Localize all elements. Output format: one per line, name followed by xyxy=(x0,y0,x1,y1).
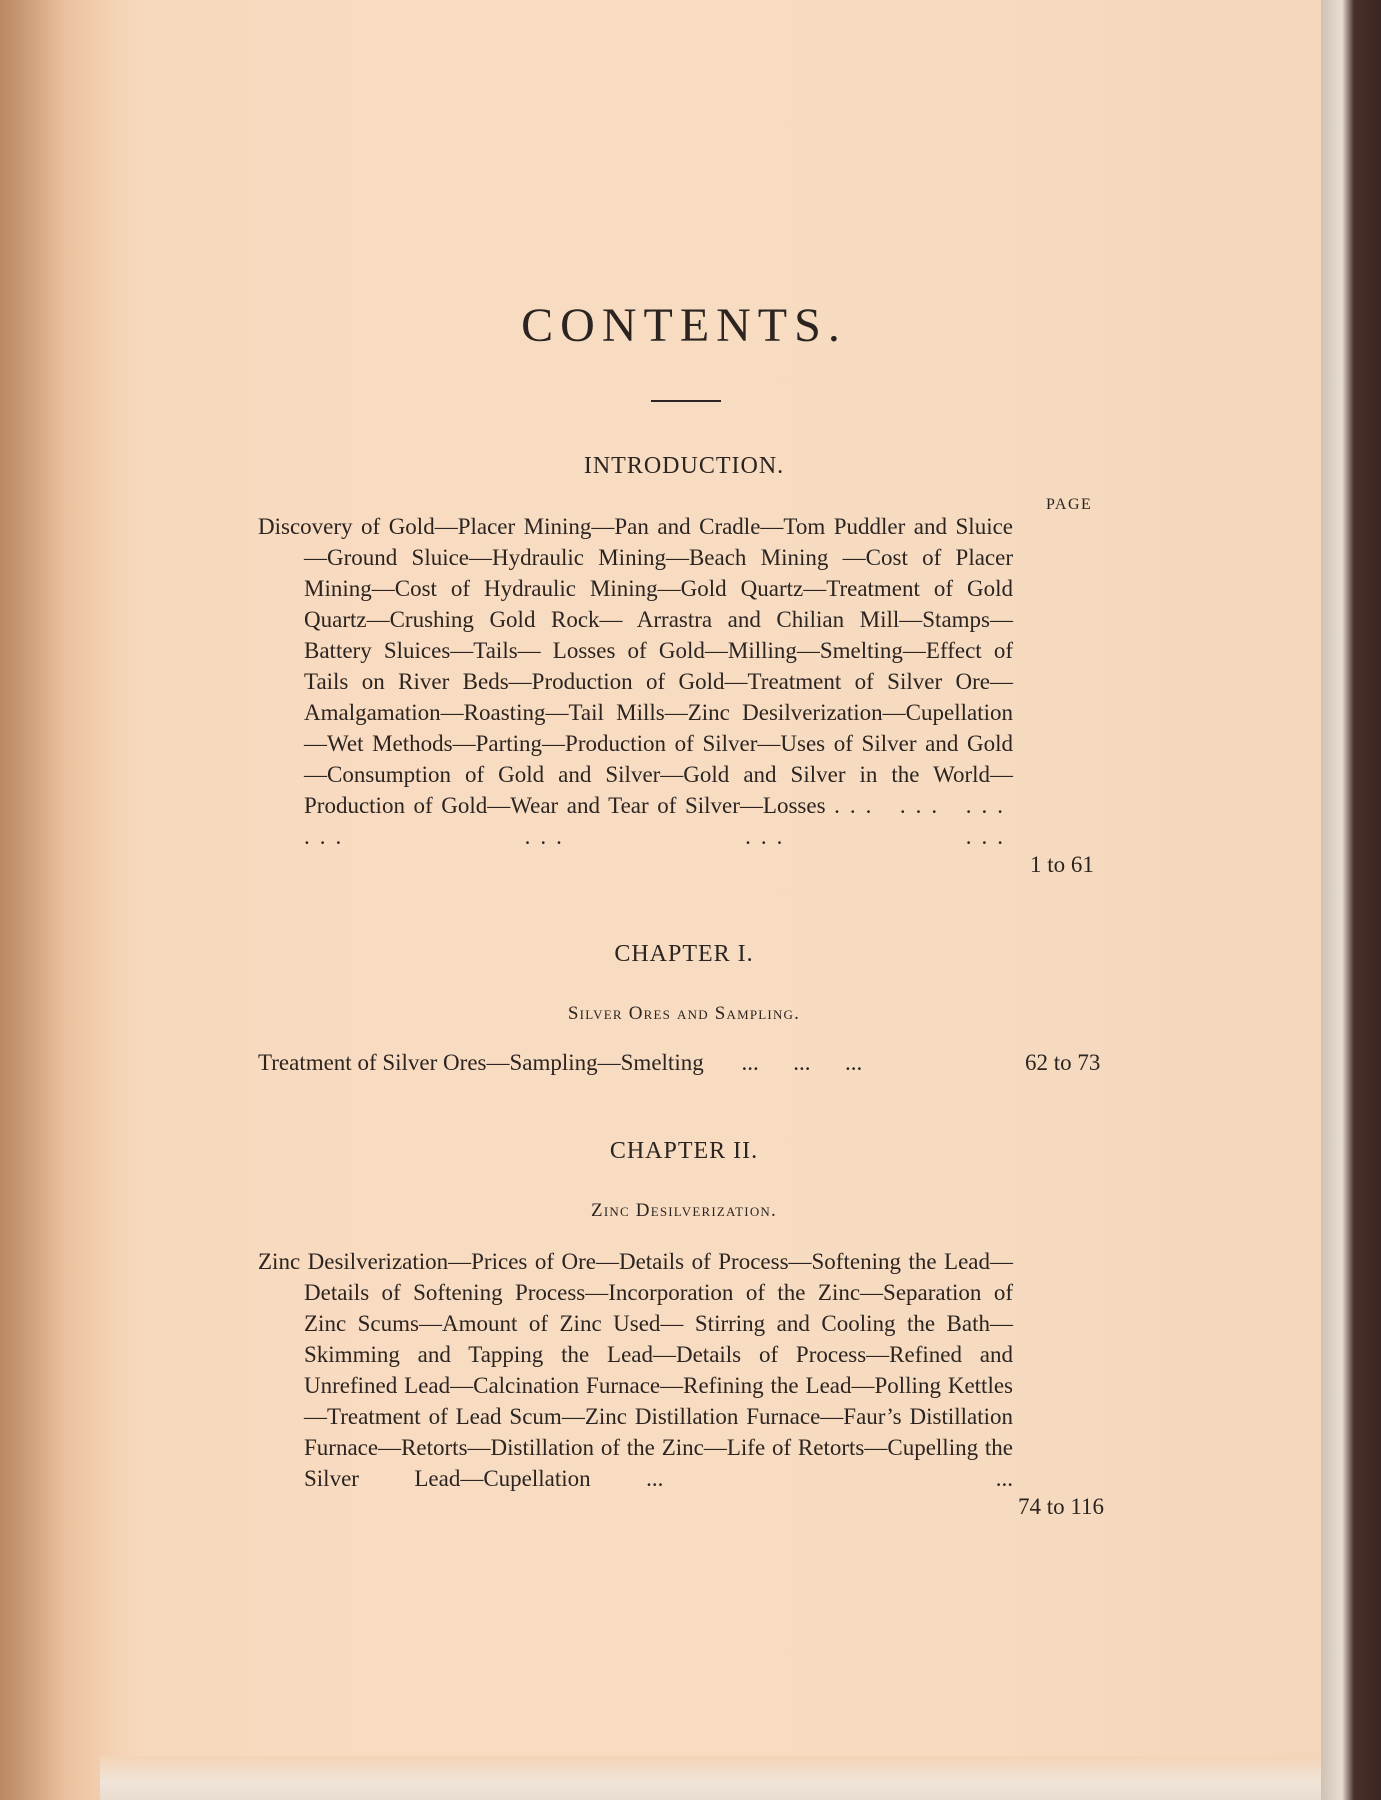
introduction-heading: INTRODUCTION. xyxy=(583,453,785,479)
chapter-2-leader-dots: ... ... xyxy=(646,1466,1014,1491)
introduction-page-range: 1 to 61 xyxy=(1030,852,1094,877)
book-cover-edge xyxy=(1321,0,1381,1800)
chapter-1-page-range: 62 to 73 xyxy=(1025,1050,1101,1075)
page-column-label: PAGE xyxy=(1046,496,1093,513)
chapter-1-entry-text: Treatment of Silver Ores—Sampling—Smelting xyxy=(258,1050,704,1075)
page-title: CONTENTS. xyxy=(521,299,847,352)
chapter-2-subtitle: Zinc Desilverization. xyxy=(591,1200,777,1221)
chapter-2-page-range: 74 to 116 xyxy=(1018,1494,1105,1519)
introduction-entry xyxy=(258,511,1013,852)
page-gutter-shadow xyxy=(0,0,150,1800)
introduction-entry-text: Discovery of Gold—Placer Mining—Pan and Cradle—Tom Puddler and Sluice—Ground Sluice—Hydraulic Mining—Beach Mining —Cost of Placer Mining—Cost of Hydraulic Mining—Gold Quartz—Treatment of Gold Quartz—Crushing Gold Rock— Arrastra and Chilian Mill—Stamps—Battery Sluices—Tails— Losses of Gold—Milling—Smelting—Effect of Tails on River Beds—Production of Gold—Treatment of Silver Ore—Amalgamation—Roasting—Tail Mills—Zinc Desilverization—Cupellation—Wet Methods—Parting—Production of Silver—Uses of Silver and Gold—Consumption of Gold and Silver—Gold and Silver in the World—Production of Gold—Wear and Tear of Silver—Losses xyxy=(258,514,1013,818)
introduction-leader-dots: ... ... ... ... ... ... ... xyxy=(304,793,1014,849)
chapter-1-heading: CHAPTER I. xyxy=(614,941,754,967)
chapter-2-entry-text: Zinc Desilverization—Prices of Ore—Details of Process—Softening the Lead—Details of Softening Process—Incorporation of the Zinc—Separation of Zinc Scums—Amount of Zinc Used— Stirring and Cooling the Bath—Skimming and Tapping the Lead—Details of Process—Refined and Unrefined Lead—Calcination Furnace—Refining the Lead—Polling Kettles—Treatment of Lead Scum—Zinc Distillation Furnace—Faur’s Distillation Furnace—Retorts—Distillation of the Zinc—Life of Retorts—Cupelling the Silver Lead—Cupellation xyxy=(258,1249,1013,1491)
chapter-1-leader-dots: ... ... ... xyxy=(741,1050,863,1075)
chapter-1-entry xyxy=(258,1050,862,1076)
page-bottom-edge xyxy=(100,1756,1322,1800)
chapter-1-subtitle: Silver Ores and Sampling. xyxy=(567,1003,801,1024)
title-rule xyxy=(651,400,721,402)
chapter-2-entry xyxy=(258,1246,1013,1494)
chapter-2-heading: CHAPTER II. xyxy=(609,1138,759,1164)
